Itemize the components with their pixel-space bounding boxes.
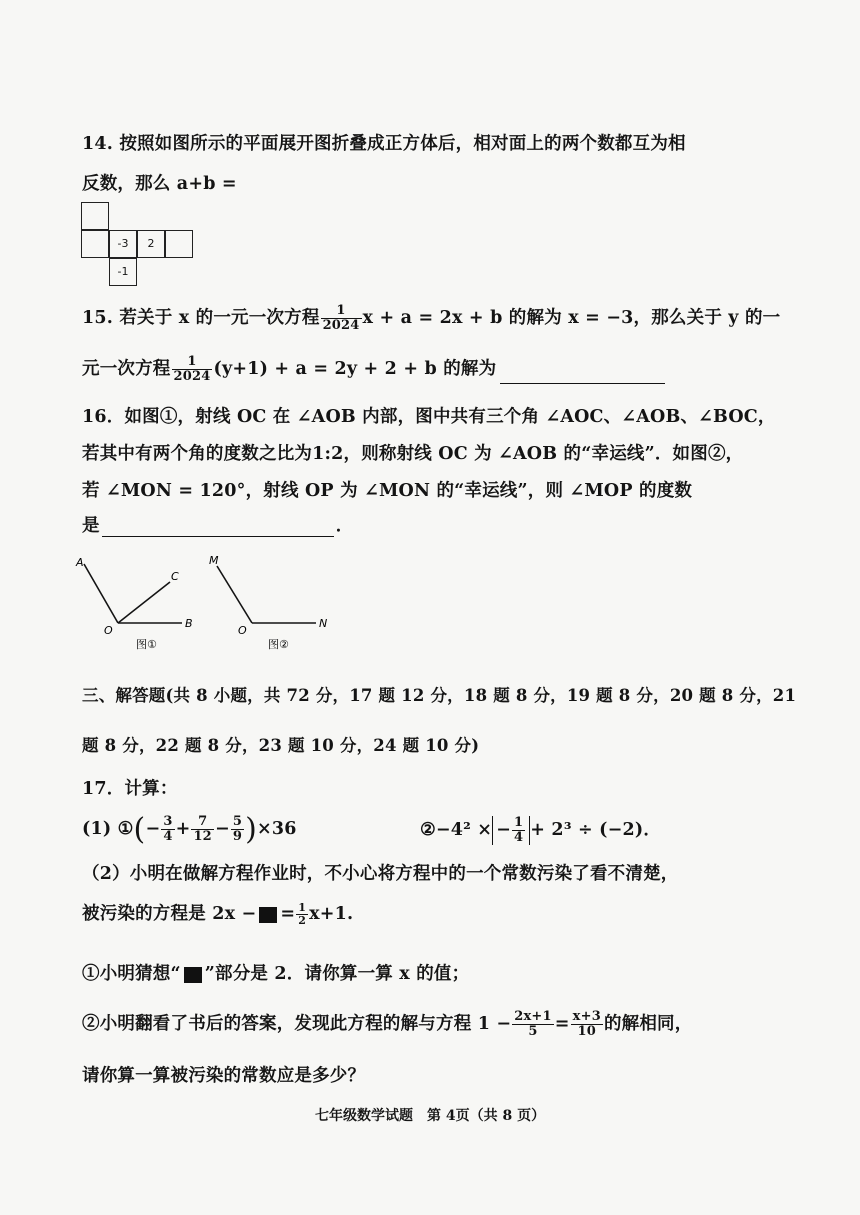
q15-frac2-num: 1	[172, 355, 213, 370]
paren-right: )	[245, 812, 257, 847]
sub2-eq: =	[554, 1014, 570, 1034]
q17-sub1	[82, 960, 469, 985]
figure-1	[75, 556, 193, 651]
q16-line3: 若 ∠MON = 120°，射线 OP 为 ∠MON 的“幸运线”，则 ∠MOP 的度数	[82, 481, 693, 501]
q14-line2: 反数，那么 a+b =	[82, 174, 237, 194]
p1-frac2-num: 7	[191, 815, 214, 830]
part2-half-num: 1	[298, 901, 307, 914]
p1-frac1	[161, 815, 174, 844]
q16-line4-text-b: ．	[335, 516, 354, 536]
plus-sign: +	[175, 819, 191, 839]
q16-line2: 若其中有两个角的度数之比为1:2，则称射线 OC 为 ∠AOB 的“幸运线”．如图②，	[82, 444, 744, 464]
q15-line1-text-b: x + a = 2x + b 的解为 x = −3，那么关于 y 的一	[362, 308, 781, 328]
q15-line2	[82, 355, 665, 384]
sub2-b: 的解相同，	[603, 1014, 693, 1034]
p2-abs-num: 1	[514, 815, 524, 830]
q15-frac1-den: 2024	[322, 318, 360, 333]
part2-line2-a: 被污染的方程是 2x −	[82, 904, 257, 924]
angle-figures	[70, 550, 350, 655]
ray-oc	[118, 582, 170, 623]
p2-abs-frac	[512, 816, 525, 845]
ink-blot-2	[184, 967, 202, 983]
sub2-frac1-den: 5	[528, 1024, 538, 1039]
p1-tail: ×36	[256, 819, 297, 839]
ray-oa	[84, 564, 118, 623]
ray-om	[217, 566, 252, 623]
paren-left: (	[133, 812, 146, 847]
caption-fig2: 图②	[268, 638, 289, 651]
caption-fig1: 图①	[136, 638, 157, 651]
net-cell-top	[81, 202, 109, 230]
q17-part2-line2	[82, 900, 353, 927]
sub1-a: ①小明猜想“	[82, 964, 181, 984]
p1-frac3-num: 5	[232, 814, 243, 829]
label-o2: O	[238, 624, 247, 637]
section3-line2: 题 8 分，22 题 8 分，23 题 10 分，24 题 10 分)	[82, 736, 480, 755]
p2-tail: + 2³ ÷ (−2)．	[530, 820, 662, 840]
p2-abs-minus: −	[496, 820, 512, 840]
label-c: C	[171, 570, 179, 583]
q17-part1-expr2	[420, 816, 661, 845]
minus-sign: −	[145, 819, 161, 839]
q17-title: 17．计算：	[82, 779, 178, 799]
p2-abs-den: 4	[514, 830, 524, 845]
net-cell-c: -1	[109, 258, 137, 286]
part2-half	[296, 902, 308, 927]
q16-answer-blank[interactable]	[102, 518, 334, 537]
part2-line2-b: =	[280, 904, 296, 924]
label-o1: O	[104, 624, 113, 637]
net-cell-b: 2	[137, 230, 165, 258]
sub2-frac2-den: 10	[577, 1024, 597, 1039]
p2-abs	[492, 816, 530, 845]
ink-blot	[259, 907, 277, 923]
q15-frac2	[172, 355, 213, 384]
sub2-frac2	[571, 1010, 603, 1039]
q15-line1	[82, 304, 780, 333]
sub2-frac1	[512, 1010, 554, 1039]
q14-line1: 14. 按照如图所示的平面展开图折叠成正方体后，相对面上的两个数都互为相	[82, 134, 686, 154]
sub2-a: ②小明翻看了书后的答案，发现此方程的解与方程 1 −	[82, 1014, 512, 1034]
part2-line2-c: x+1.	[309, 904, 354, 924]
q15-line2-text-a: 元一次方程	[82, 359, 171, 379]
label-a: A	[76, 556, 84, 569]
p1-frac3	[231, 815, 244, 844]
figure-2	[209, 554, 327, 651]
label-b: B	[185, 617, 193, 630]
q16-line4	[82, 512, 353, 537]
q17-sub2-line2: 请你算一算被污染的常数应是多少？	[82, 1066, 366, 1086]
q15-line1-text-a: 15. 若关于 x 的一元一次方程	[82, 308, 320, 328]
q15-frac1-num: 1	[321, 304, 362, 319]
page-footer: 七年级数学试题 第 4页（共 8 页）	[315, 1108, 546, 1124]
p1-frac2	[191, 815, 214, 844]
q17-part2-line1: （2）小明在做解方程作业时，不小心将方程中的一个常数污染了看不清楚，	[82, 864, 679, 884]
q15-frac1	[321, 304, 362, 333]
cube-net	[81, 202, 201, 292]
sub2-frac1-num: 2x+1	[514, 1009, 552, 1024]
sub2-frac2-num: x+3	[572, 1009, 601, 1024]
q17-p1-label: (1) ①	[82, 819, 134, 839]
q15-line2-text-b: (y+1) + a = 2y + 2 + b 的解为	[213, 359, 497, 379]
label-m: M	[209, 554, 219, 567]
q17-sub2	[82, 1010, 692, 1039]
net-cell-left	[81, 230, 109, 258]
p1-frac3-den: 9	[232, 829, 243, 844]
net-cell-right	[165, 230, 193, 258]
minus-sign-2: −	[214, 819, 230, 839]
part2-half-den: 2	[298, 914, 307, 927]
p1-frac1-den: 4	[163, 829, 173, 844]
p1-frac2-den: 12	[193, 829, 212, 844]
sub1-b: ”部分是 2．请你算一算 x 的值；	[204, 964, 470, 984]
p1-frac1-num: 3	[163, 814, 173, 829]
label-n: N	[319, 617, 328, 630]
q17-part1-expr1	[82, 812, 297, 847]
q15-answer-blank[interactable]	[500, 365, 665, 384]
section3-line1: 三、解答题(共 8 小题，共 72 分，17 题 12 分，18 题 8 分，19 题 8 分，20 题 8 分，21	[82, 686, 797, 705]
q17-p2-label: ②	[420, 820, 436, 840]
q16-line1: 16．如图①，射线 OC 在 ∠AOB 内部，图中共有三个角 ∠AOC、∠AOB、∠BOC，	[82, 407, 776, 427]
q16-line4-text-a: 是	[82, 516, 100, 536]
net-cell-a: -3	[109, 230, 137, 258]
q15-frac2-den: 2024	[173, 369, 211, 384]
p2-head: −4² ×	[435, 820, 493, 840]
